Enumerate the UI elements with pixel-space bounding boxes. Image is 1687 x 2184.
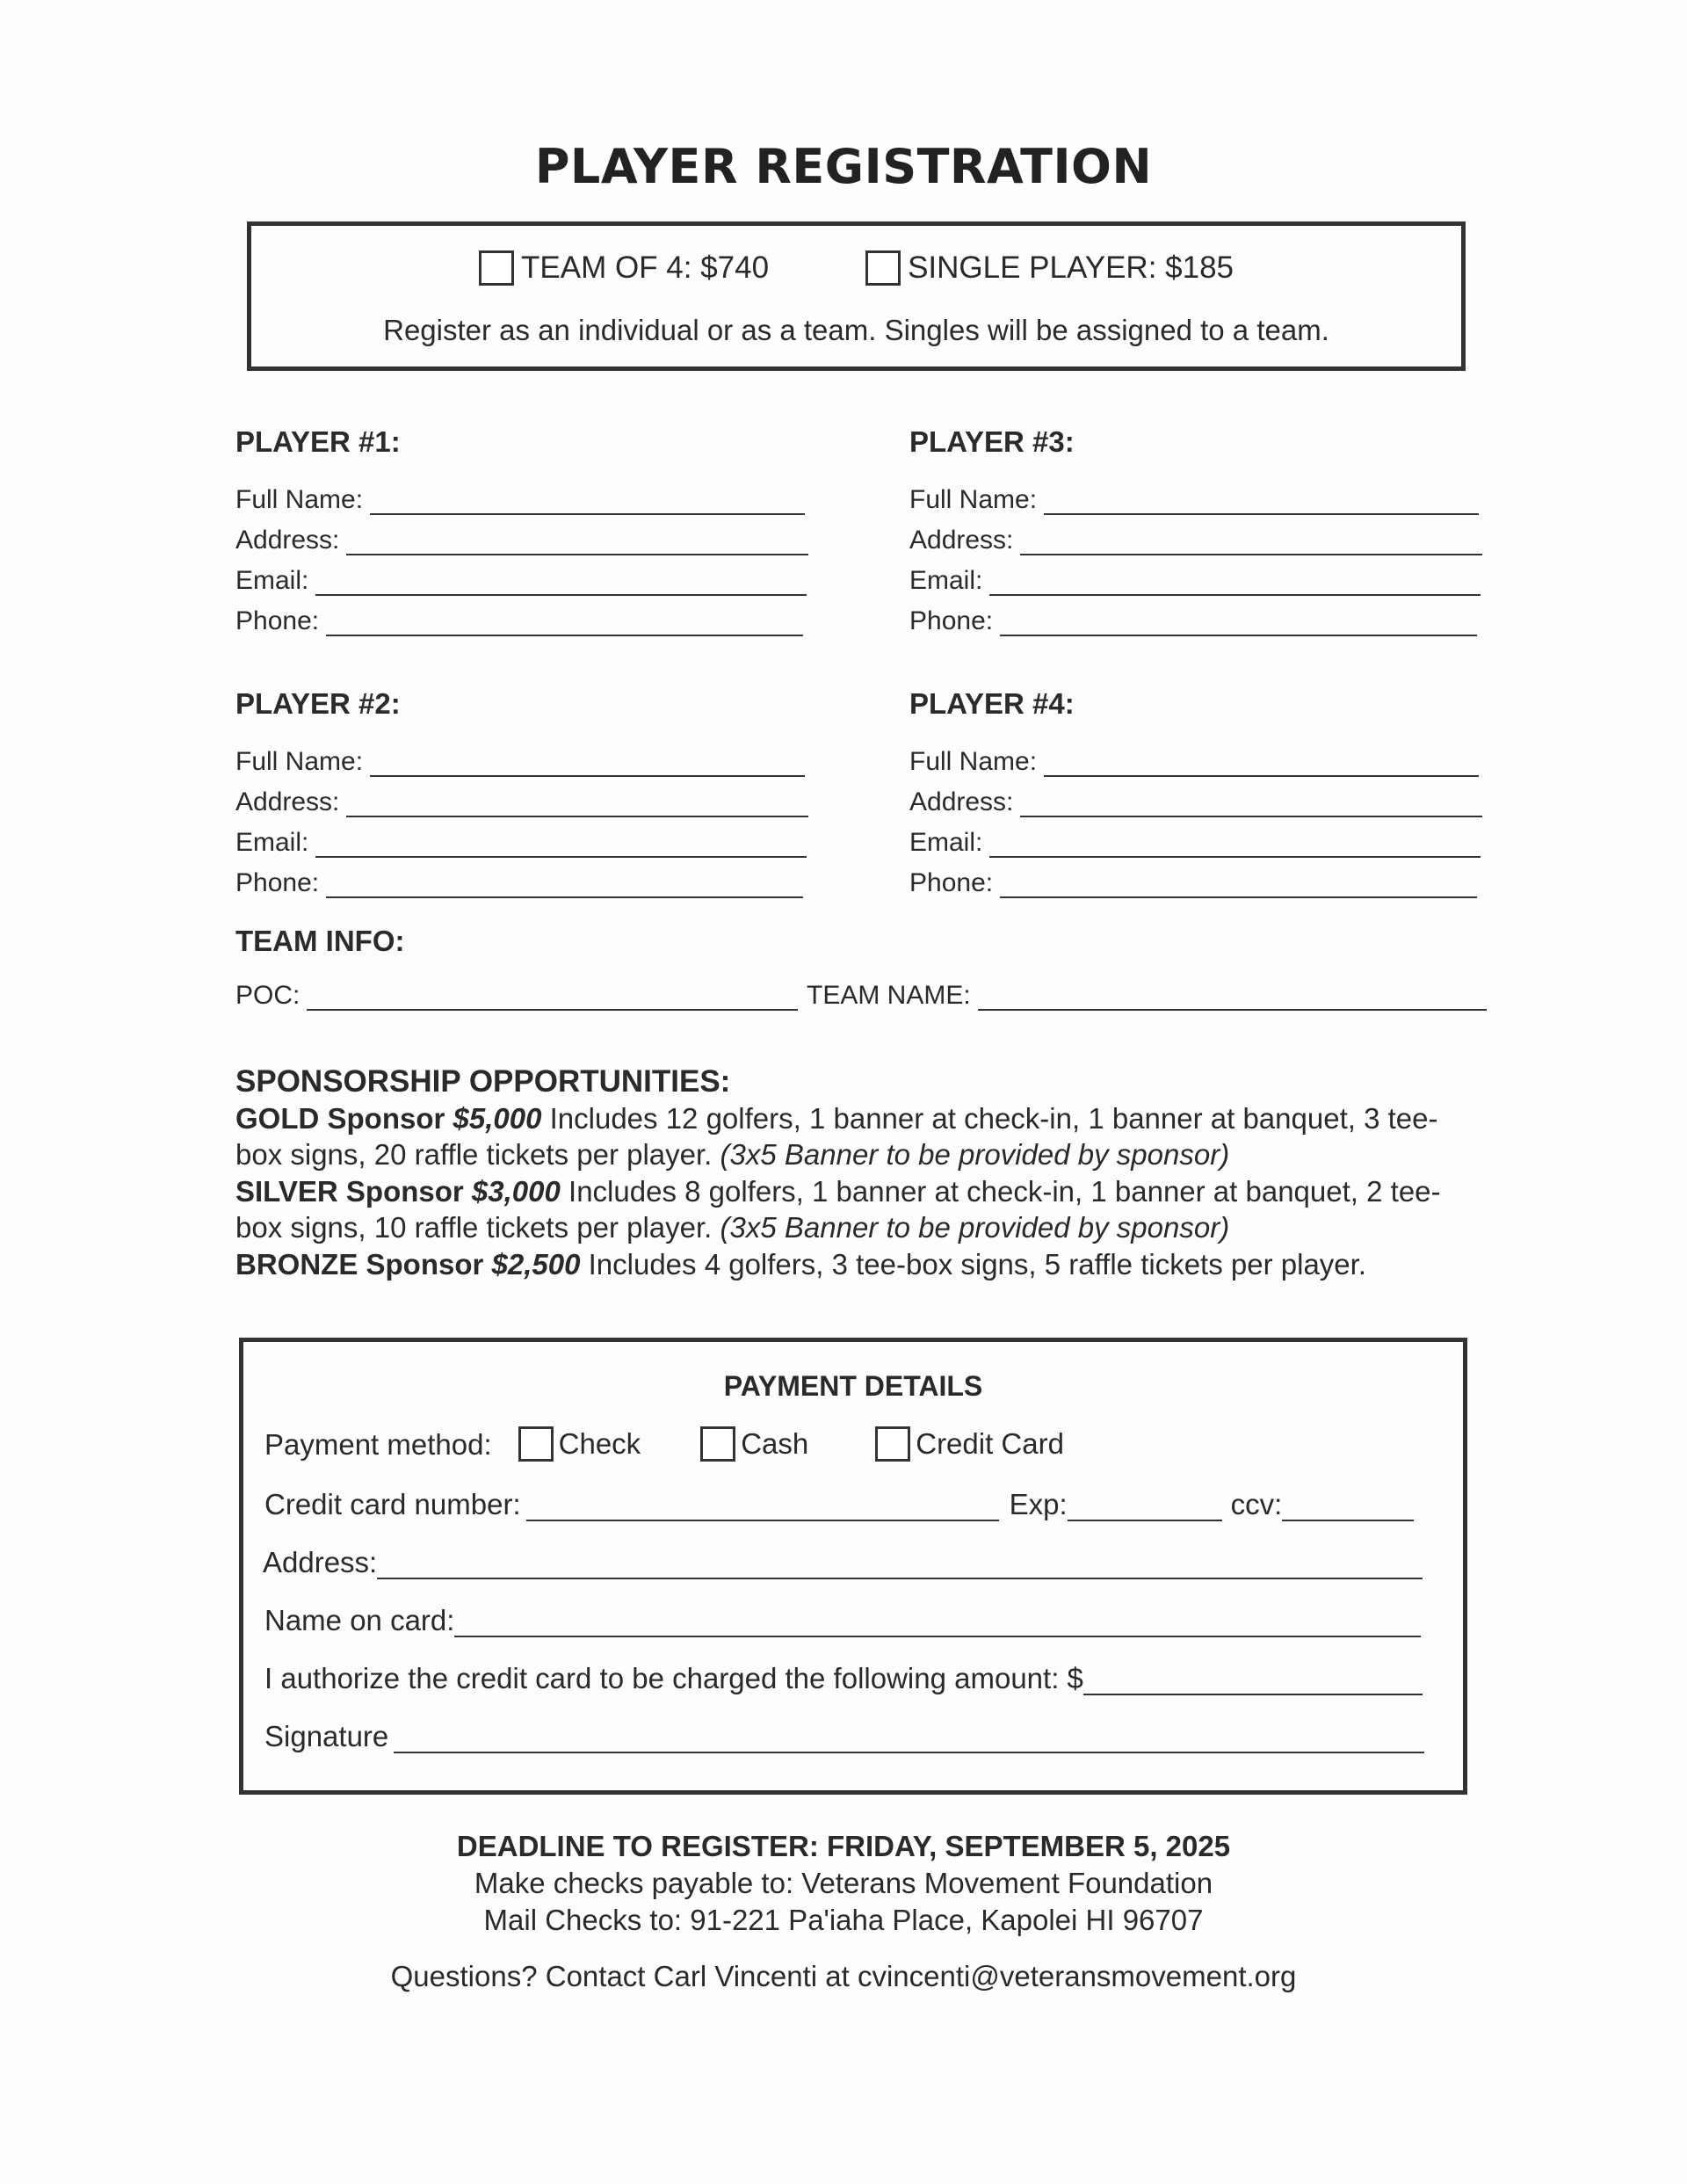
sponsorship-heading: SPONSORSHIP OPPORTUNITIES: xyxy=(235,1064,731,1099)
player-1-address-field[interactable] xyxy=(235,524,808,555)
deadline-text: DEADLINE TO REGISTER: FRIDAY, SEPTEMBER 5, 2025 xyxy=(456,1830,1231,1862)
single-player-checkbox[interactable] xyxy=(865,250,901,286)
poc-line[interactable] xyxy=(307,986,798,1011)
registration-note: Register as an individual or as a team. Singles will be assigned to a team. xyxy=(383,314,1329,346)
poc-field[interactable] xyxy=(235,979,798,1011)
team-name-label: TEAM NAME: xyxy=(807,981,971,1010)
name-on-card-line[interactable] xyxy=(454,1611,1421,1637)
name-on-card-row xyxy=(264,1604,1421,1637)
phone-label: Phone: xyxy=(235,868,320,897)
payment-title: PAYMENT DETAILS xyxy=(723,1370,983,1402)
full-name-label: Full Name: xyxy=(235,747,364,776)
authorize-label: I authorize the credit card to be charged the following amount: $ xyxy=(264,1662,1083,1694)
player-1-full-name-field[interactable] xyxy=(235,483,805,515)
silver-price: $3,000 xyxy=(471,1174,561,1208)
signature-label: Signature xyxy=(264,1720,389,1752)
phone-label: Phone: xyxy=(235,606,320,635)
player-4-phone-field[interactable] xyxy=(909,867,1477,898)
bronze-price: $2,500 xyxy=(491,1247,581,1281)
email-label: Email: xyxy=(909,566,983,595)
exp-label: Exp: xyxy=(1009,1488,1068,1520)
card-number-label: Credit card number: xyxy=(264,1488,521,1520)
card-number-row xyxy=(264,1488,1414,1521)
email-label: Email: xyxy=(235,566,309,595)
credit-card-checkbox[interactable] xyxy=(875,1426,910,1462)
sponsorship-section xyxy=(235,1063,1466,1282)
phone-label: Phone: xyxy=(909,606,994,635)
billing-address-line[interactable] xyxy=(377,1553,1423,1579)
player-2-email-line[interactable] xyxy=(315,833,807,858)
full-name-label: Full Name: xyxy=(235,485,364,514)
bronze-tier: BRONZE Sponsor xyxy=(235,1247,484,1281)
ccv-line[interactable] xyxy=(1282,1495,1414,1521)
player-3-email-field[interactable] xyxy=(909,564,1481,596)
player-2-email-field[interactable] xyxy=(235,826,807,858)
registration-type-box xyxy=(247,221,1466,371)
player-2-full-name-field[interactable] xyxy=(235,745,805,777)
team-option xyxy=(479,250,769,286)
player-1-email-line[interactable] xyxy=(315,571,807,596)
silver-sponsor xyxy=(235,1173,1466,1246)
poc-label: POC: xyxy=(235,981,300,1010)
single-option xyxy=(865,250,1234,286)
check-checkbox[interactable] xyxy=(518,1426,554,1462)
gold-note: (3x5 Banner to be provided by sponsor) xyxy=(720,1138,1230,1171)
single-option-label: SINGLE PLAYER: $185 xyxy=(908,250,1234,285)
player-3-full-name-line[interactable] xyxy=(1044,490,1479,515)
player-2-heading: PLAYER #2: xyxy=(235,687,401,720)
player-2-full-name-line[interactable] xyxy=(370,752,805,777)
gold-description: Includes 12 golfers, 1 banner at check-in, 1 banner at banquet, 3 tee-box signs, 20 raffle tickets per player. xyxy=(235,1101,1438,1171)
address-label: Address: xyxy=(235,787,340,816)
address-label: Address: xyxy=(909,787,1014,816)
full-name-label: Full Name: xyxy=(909,747,1038,776)
card-number-line[interactable] xyxy=(526,1495,999,1521)
email-label: Email: xyxy=(235,828,309,857)
signature-line[interactable] xyxy=(394,1727,1424,1753)
cash-option xyxy=(700,1426,808,1462)
credit-card-option xyxy=(875,1426,1064,1462)
bronze-sponsor xyxy=(235,1246,1466,1283)
signature-row xyxy=(264,1720,1424,1753)
silver-description: Includes 8 golfers, 1 banner at check-in, 1 banner at banquet, 2 tee-box signs, 10 raffle tickets per player. xyxy=(235,1174,1441,1244)
player-4-address-line[interactable] xyxy=(1020,793,1482,817)
gold-price: $5,000 xyxy=(453,1101,542,1135)
contact-text: Questions? Contact Carl Vincenti at cvincenti@veteransmovement.org xyxy=(390,1960,1297,1992)
payment-details-box xyxy=(239,1338,1467,1795)
player-4-full-name-line[interactable] xyxy=(1044,752,1479,777)
team-name-field[interactable] xyxy=(807,979,1487,1011)
credit-card-label: Credit Card xyxy=(916,1427,1064,1460)
player-1-full-name-line[interactable] xyxy=(370,490,805,515)
billing-address-row xyxy=(263,1546,1423,1579)
silver-note: (3x5 Banner to be provided by sponsor) xyxy=(720,1211,1230,1244)
player-4-phone-line[interactable] xyxy=(1000,874,1477,898)
name-on-card-label: Name on card: xyxy=(264,1604,455,1636)
player-3-email-line[interactable] xyxy=(989,571,1481,596)
player-2-phone-field[interactable] xyxy=(235,867,803,898)
team-of-4-checkbox[interactable] xyxy=(479,250,514,286)
address-label: Address: xyxy=(909,526,1014,555)
player-1-phone-field[interactable] xyxy=(235,605,803,636)
player-4-email-line[interactable] xyxy=(989,833,1481,858)
authorize-amount-line[interactable] xyxy=(1083,1669,1423,1695)
email-label: Email: xyxy=(909,828,983,857)
ccv-label: ccv: xyxy=(1230,1488,1283,1520)
authorize-row xyxy=(264,1662,1423,1695)
player-1-address-line[interactable] xyxy=(346,531,808,555)
player-2-address-line[interactable] xyxy=(346,793,808,817)
player-4-email-field[interactable] xyxy=(909,826,1481,858)
bronze-description: Includes 4 golfers, 3 tee-box signs, 5 raffle tickets per player. xyxy=(580,1247,1366,1281)
page-title: PLAYER REGISTRATION xyxy=(534,139,1153,194)
silver-tier: SILVER Sponsor xyxy=(235,1174,464,1208)
payment-method-row xyxy=(264,1426,1064,1462)
player-4-address-field[interactable] xyxy=(909,786,1482,817)
cash-checkbox[interactable] xyxy=(700,1426,735,1462)
player-3-phone-field[interactable] xyxy=(909,605,1477,636)
player-4-full-name-field[interactable] xyxy=(909,745,1479,777)
player-2-phone-line[interactable] xyxy=(326,874,803,898)
player-3-address-line[interactable] xyxy=(1020,531,1482,555)
address-label: Address: xyxy=(235,526,340,555)
player-4-heading: PLAYER #4: xyxy=(909,687,1075,720)
payable-text: Make checks payable to: Veterans Movement Foundation xyxy=(474,1867,1213,1899)
exp-line[interactable] xyxy=(1068,1495,1222,1521)
player-1-heading: PLAYER #1: xyxy=(235,425,401,458)
full-name-label: Full Name: xyxy=(909,485,1038,514)
billing-address-label: Address: xyxy=(263,1546,378,1578)
player-1-phone-line[interactable] xyxy=(326,612,803,636)
player-2-address-field[interactable] xyxy=(235,786,808,817)
team-info-heading: TEAM INFO: xyxy=(235,925,405,957)
mail-text: Mail Checks to: 91-221 Pa'iaha Place, Kapolei HI 96707 xyxy=(483,1904,1204,1936)
payment-method-label: Payment method: xyxy=(264,1428,492,1461)
team-option-label: TEAM OF 4: $740 xyxy=(521,250,770,285)
gold-sponsor xyxy=(235,1100,1466,1173)
check-label: Check xyxy=(558,1427,641,1460)
player-3-full-name-field[interactable] xyxy=(909,483,1479,515)
team-name-line[interactable] xyxy=(978,986,1487,1011)
phone-label: Phone: xyxy=(909,868,994,897)
player-3-phone-line[interactable] xyxy=(1000,612,1477,636)
player-1-email-field[interactable] xyxy=(235,564,807,596)
cash-label: Cash xyxy=(741,1427,809,1460)
player-3-heading: PLAYER #3: xyxy=(909,425,1075,458)
player-3-address-field[interactable] xyxy=(909,524,1482,555)
gold-tier: GOLD Sponsor xyxy=(235,1101,445,1135)
check-option xyxy=(518,1426,641,1462)
